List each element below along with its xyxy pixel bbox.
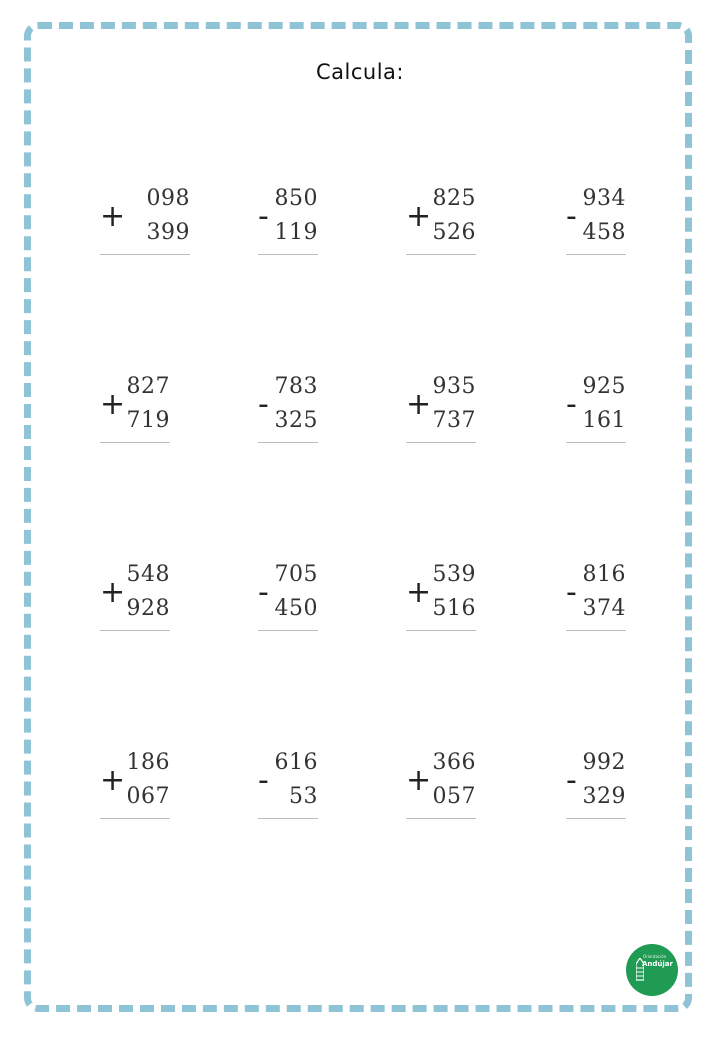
operator-sign: +: [406, 387, 432, 422]
bottom-number: 458: [582, 220, 626, 245]
bottom-number: 325: [274, 408, 318, 433]
operator-sign: -: [566, 387, 577, 422]
answer-line: [100, 254, 190, 255]
answer-line: [566, 254, 626, 255]
top-number: 825: [432, 186, 476, 211]
answer-line: [258, 254, 318, 255]
top-number: 934: [582, 186, 626, 211]
answer-line: [406, 630, 476, 631]
top-number: 098: [146, 186, 190, 211]
operator-sign: +: [100, 763, 126, 798]
operator-sign: +: [100, 387, 126, 422]
answer-line: [100, 442, 170, 443]
answer-line: [258, 442, 318, 443]
bottom-number: 53: [289, 784, 318, 809]
bottom-number: 329: [582, 784, 626, 809]
top-number: 705: [274, 562, 318, 587]
problem-11: [406, 562, 476, 642]
operator-sign: -: [258, 199, 269, 234]
problem-8: [566, 374, 626, 454]
bottom-number: 516: [432, 596, 476, 621]
operator-sign: -: [566, 763, 577, 798]
top-number: 783: [274, 374, 318, 399]
answer-line: [100, 818, 170, 819]
answer-line: [566, 818, 626, 819]
problem-7: [406, 374, 476, 454]
top-number: 539: [432, 562, 476, 587]
top-number: 925: [582, 374, 626, 399]
problem-5: [100, 374, 170, 454]
problem-2: [258, 186, 318, 266]
worksheet-title: Calcula:: [316, 60, 404, 84]
problem-10: [258, 562, 318, 642]
bottom-number: 067: [126, 784, 170, 809]
answer-line: [258, 818, 318, 819]
bottom-number: 374: [582, 596, 626, 621]
top-number: 548: [126, 562, 170, 587]
problem-15: [406, 750, 476, 830]
answer-line: [566, 630, 626, 631]
logo-line-1: Orientación: [643, 954, 667, 959]
operator-sign: +: [406, 575, 432, 610]
bottom-number: 526: [432, 220, 476, 245]
bottom-number: 399: [146, 220, 190, 245]
problem-1: [100, 186, 190, 266]
bottom-number: 161: [582, 408, 626, 433]
answer-line: [258, 630, 318, 631]
operator-sign: +: [100, 575, 126, 610]
bottom-number: 719: [126, 408, 170, 433]
top-number: 616: [274, 750, 318, 775]
answer-line: [406, 442, 476, 443]
bottom-number: 057: [432, 784, 476, 809]
top-number: 992: [582, 750, 626, 775]
operator-sign: -: [258, 387, 269, 422]
operator-sign: +: [100, 199, 126, 234]
bottom-number: 737: [432, 408, 476, 433]
top-number: 935: [432, 374, 476, 399]
problem-14: [258, 750, 318, 830]
top-number: 366: [432, 750, 476, 775]
operator-sign: -: [258, 763, 269, 798]
problem-9: [100, 562, 170, 642]
operator-sign: -: [566, 575, 577, 610]
answer-line: [406, 818, 476, 819]
problem-4: [566, 186, 626, 266]
problem-16: [566, 750, 626, 830]
operator-sign: +: [406, 763, 432, 798]
problem-13: [100, 750, 170, 830]
problem-3: [406, 186, 476, 266]
answer-line: [406, 254, 476, 255]
top-number: 827: [126, 374, 170, 399]
top-number: 186: [126, 750, 170, 775]
operator-sign: +: [406, 199, 432, 234]
bottom-number: 119: [274, 220, 318, 245]
problem-12: [566, 562, 626, 642]
top-number: 850: [274, 186, 318, 211]
answer-line: [566, 442, 626, 443]
answer-line: [100, 630, 170, 631]
bottom-number: 928: [126, 596, 170, 621]
operator-sign: -: [566, 199, 577, 234]
bottom-number: 450: [274, 596, 318, 621]
problem-6: [258, 374, 318, 454]
publisher-logo: [626, 944, 678, 996]
operator-sign: -: [258, 575, 269, 610]
logo-line-2: Andújar: [642, 960, 673, 968]
top-number: 816: [582, 562, 626, 587]
